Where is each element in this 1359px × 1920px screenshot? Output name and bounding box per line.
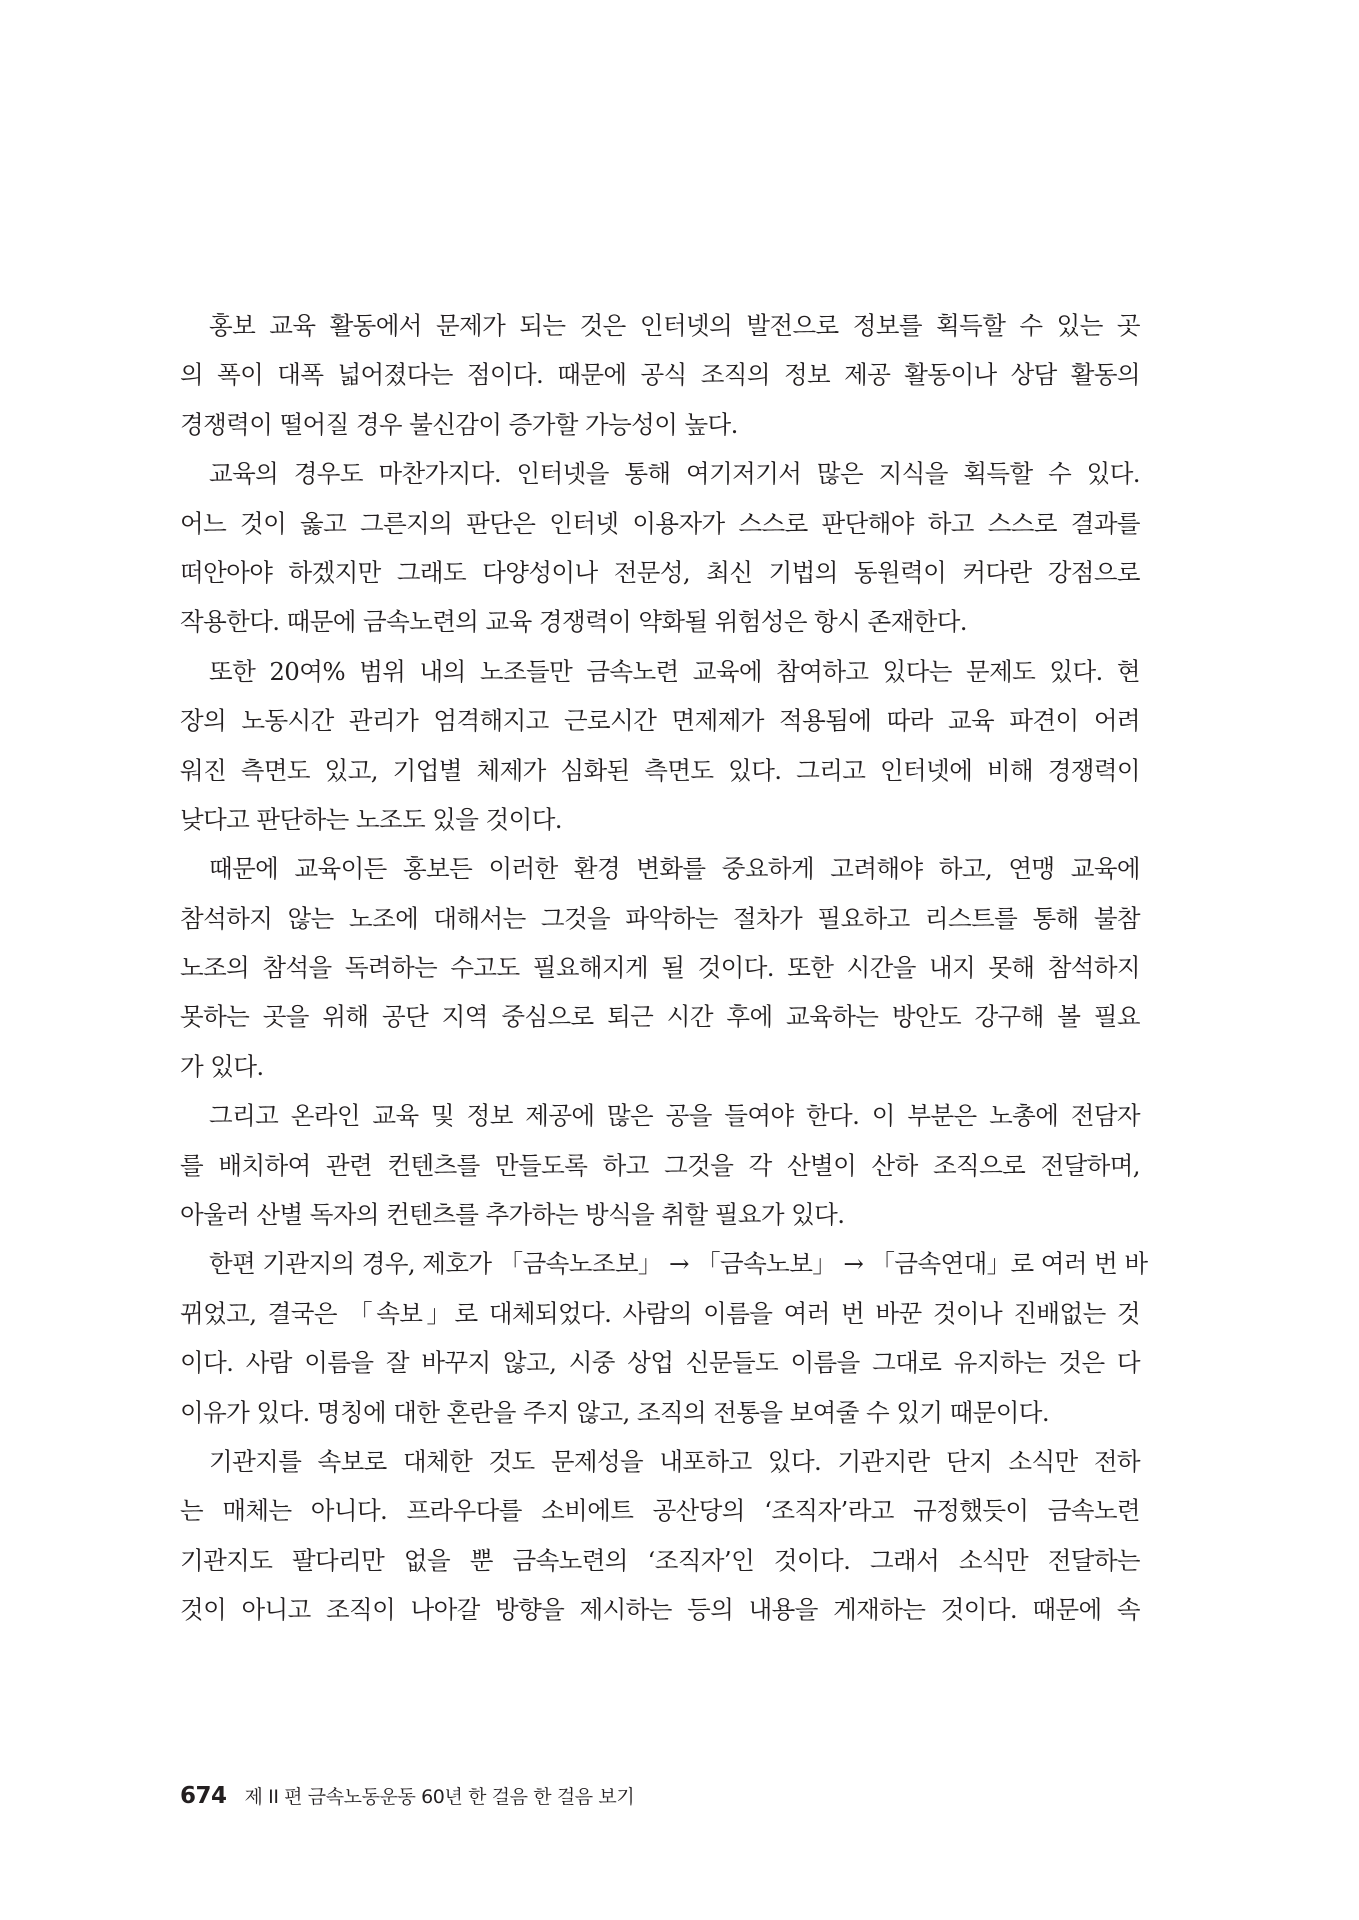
paragraph-line: 때문에 교육이든 홍보든 이러한 환경 변화를 중요하게 고려해야 하고, 연맹 교육에 [209,854,1140,884]
paragraph-line: 이유가 있다. 명칭에 대한 혼란을 주지 않고, 조직의 전통을 보여줄 수 있기 때문이다. [180,1397,1050,1427]
page-number: 674 [180,1783,227,1809]
body-text [180,301,1148,1635]
paragraph-line: 노조의 참석을 독려하는 수고도 필요해지게 될 것이다. 또한 시간을 내지 못해 참석하지 [180,953,1140,983]
paragraph-line: 한편 기관지의 경우, 제호가 「금속노조보」 → 「금속노보」 → 「금속연대」로 여러 번 바 [209,1249,1148,1279]
paragraph-line: 홍보 교육 활동에서 문제가 되는 것은 인터넷의 발전으로 정보를 획득할 수 있는 곳 [209,311,1140,340]
paragraph-line: 는 매체는 아니다. 프라우다를 소비에트 공산당의 ‘조직자’라고 규정했듯이 금속노련 [180,1496,1140,1526]
paragraph-line: 뀌었고, 결국은 「속보」로 대체되었다. 사람의 이름을 여러 번 바꾼 것이나 진배없는 것 [180,1298,1140,1328]
paragraph-line: 워진 측면도 있고, 기업별 체제가 심화된 측면도 있다. 그리고 인터넷에 비해 경쟁력이 [180,755,1140,785]
paragraph-line: 낮다고 판단하는 노조도 있을 것이다. [180,804,562,834]
paragraph-line: 것이 아니고 조직이 나아갈 방향을 제시하는 등의 내용을 게재하는 것이다. 때문에 속 [180,1595,1140,1625]
page-footer [180,1782,634,1814]
paragraph-line: 작용한다. 때문에 금속노련의 교육 경쟁력이 약화될 위험성은 항시 존재한다. [180,607,967,637]
paragraph-line: 경쟁력이 떨어질 경우 불신감이 증가할 가능성이 높다. [180,409,738,439]
running-title: 제 II 편 금속노동운동 60년 한 걸음 한 걸음 보기 [244,1786,635,1808]
paragraph-line: 기관지를 속보로 대체한 것도 문제성을 내포하고 있다. 기관지란 단지 소식만 전하 [209,1446,1140,1476]
paragraph-line: 아울러 산별 독자의 컨텐츠를 추가하는 방식을 취할 필요가 있다. [180,1200,845,1230]
paragraph-line: 장의 노동시간 관리가 엄격해지고 근로시간 면제제가 적용됨에 따라 교육 파견이 어려 [180,706,1140,736]
paragraph-line: 그리고 온라인 교육 및 정보 제공에 많은 공을 들여야 한다. 이 부분은 노총에 전담자 [209,1101,1140,1131]
paragraph-line: 이다. 사람 이름을 잘 바꾸지 않고, 시중 상업 신문들도 이름을 그대로 유지하는 것은 다 [180,1348,1140,1378]
paragraph-line: 못하는 곳을 위해 공단 지역 중심으로 퇴근 시간 후에 교육하는 방안도 강구해 볼 필요 [180,1002,1140,1032]
paragraph-line: 가 있다. [180,1051,264,1081]
paragraph-line: 교육의 경우도 마찬가지다. 인터넷을 통해 여기저기서 많은 지식을 획득할 수 있다. [209,459,1140,489]
paragraph-line: 떠안아야 하겠지만 그래도 다양성이나 전문성, 최신 기법의 동원력이 커다란 강점으로 [180,557,1140,587]
paragraph-line: 참석하지 않는 노조에 대해서는 그것을 파악하는 절차가 필요하고 리스트를 통해 불참 [180,903,1140,933]
paragraph-line: 기관지도 팔다리만 없을 뿐 금속노련의 ‘조직자’인 것이다. 그래서 소식만 전달하는 [180,1545,1140,1575]
paragraph-line: 의 폭이 대폭 넓어졌다는 점이다. 때문에 공식 조직의 정보 제공 활동이나 상담 활동의 [180,360,1140,390]
paragraph-line: 를 배치하여 관련 컨텐츠를 만들도록 하고 그것을 각 산별이 산하 조직으로 전달하며, [180,1150,1140,1180]
paragraph-line: 어느 것이 옳고 그른지의 판단은 인터넷 이용자가 스스로 판단해야 하고 스스로 결과를 [180,508,1140,538]
paragraph-line: 또한 20여% 범위 내의 노조들만 금속노련 교육에 참여하고 있다는 문제도 있다. 현 [209,656,1140,686]
